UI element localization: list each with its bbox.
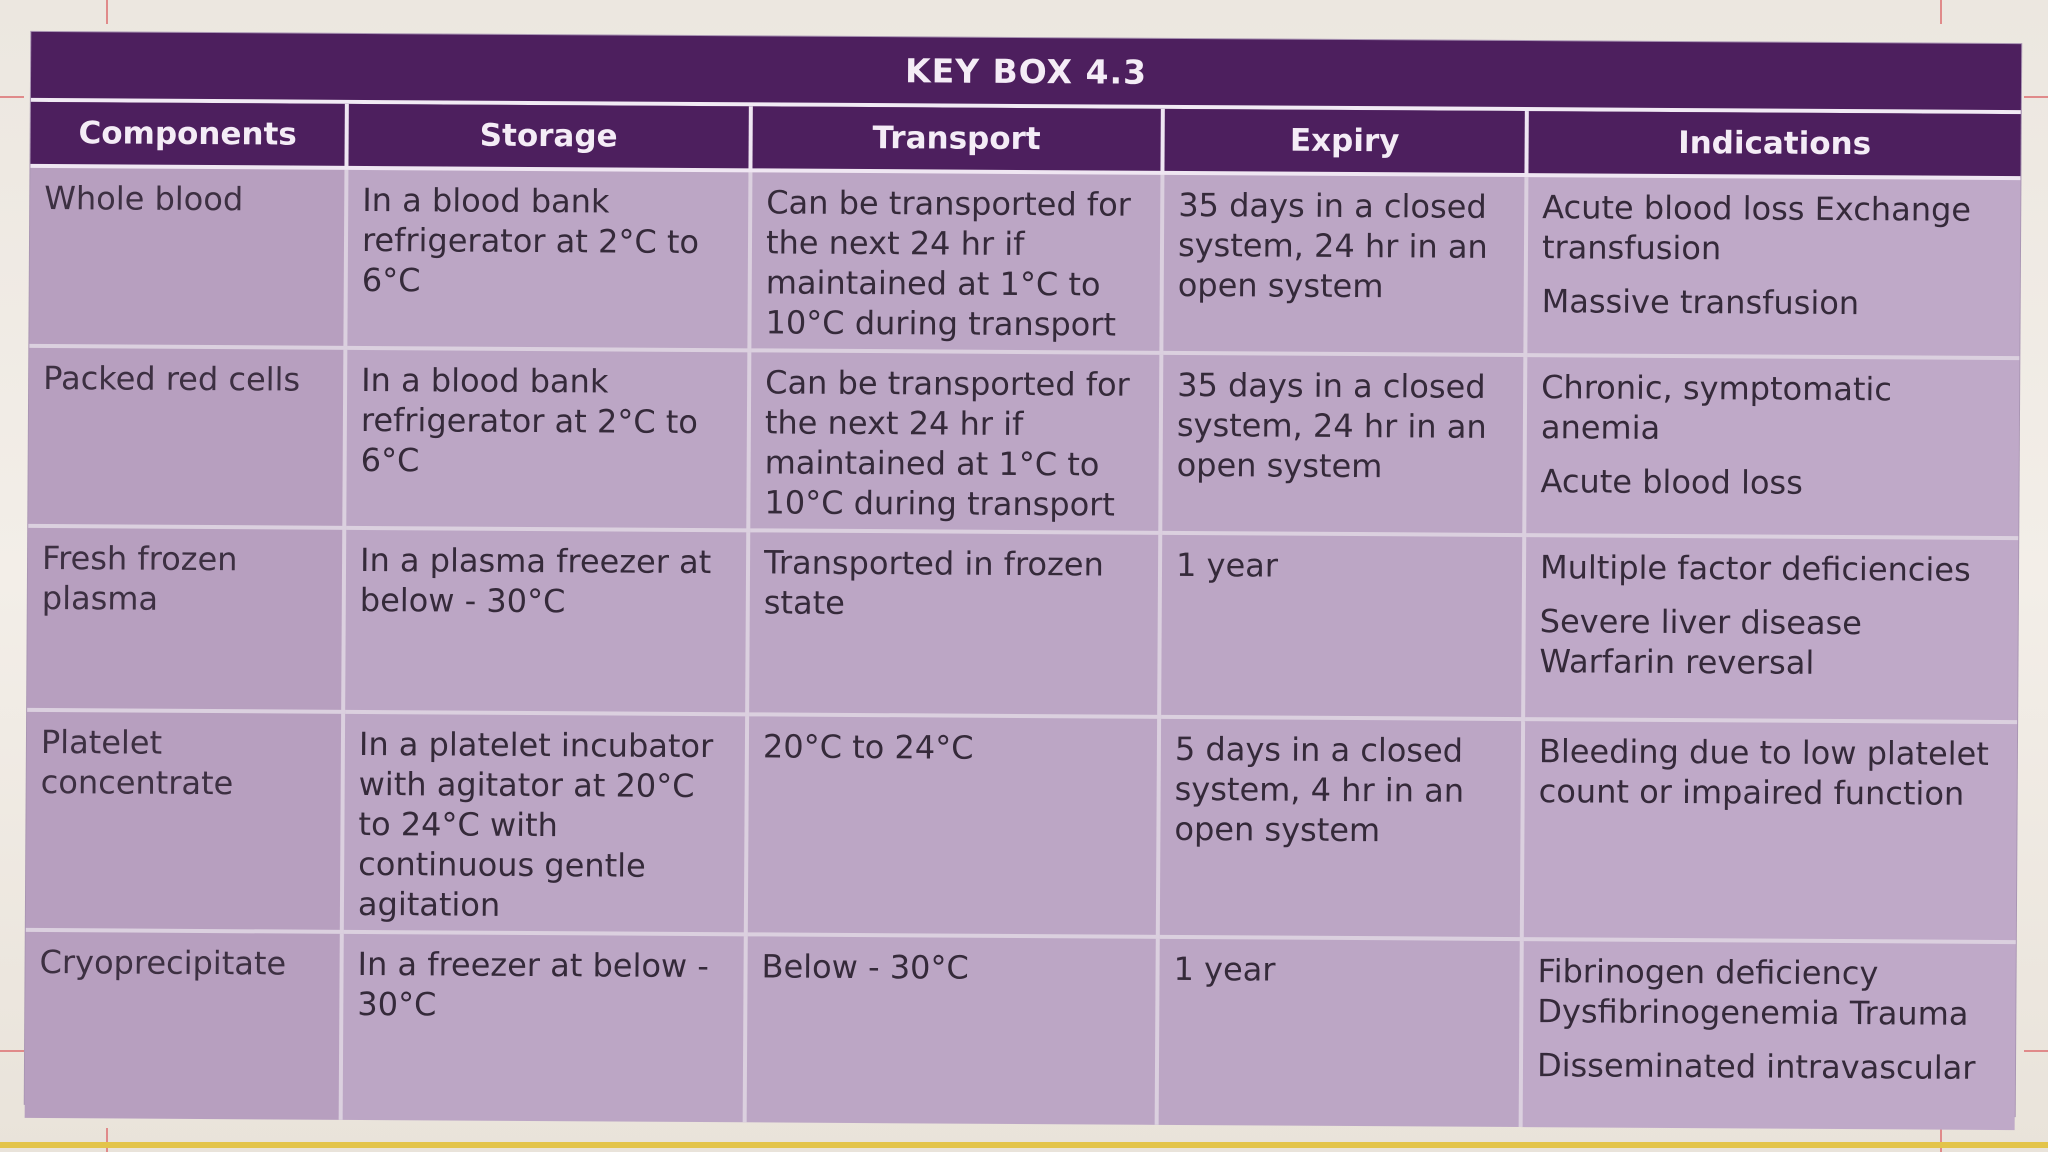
table-header-row (30, 102, 2020, 178)
cell-transport: 20°C to 24°C (746, 714, 1159, 937)
crop-mark-top-right (1940, 0, 1942, 24)
crop-mark-left-lower (0, 1050, 24, 1052)
indication-text: Severe liver disease Warfarin reversal (1539, 602, 1863, 682)
key-box (25, 32, 2022, 1116)
blood-components-table (25, 102, 2021, 1130)
crop-mark-top-left (106, 0, 108, 24)
cell-storage: In a blood bank refrigerator at 2°C to 6°C (344, 348, 749, 530)
cell-indications (1522, 719, 2017, 942)
cell-indications (1524, 355, 2019, 538)
cell-component: Whole blood (29, 166, 346, 348)
column-header-indications: Indications (1526, 111, 2020, 178)
cell-component: Fresh frozen plasma (27, 526, 344, 712)
cell-component: Cryoprecipitate (25, 930, 342, 1120)
cell-expiry: 1 year (1157, 937, 1522, 1127)
crop-mark-bottom-right (1940, 1128, 1942, 1152)
cell-component: Platelet concentrate (26, 710, 343, 932)
cell-transport: Below - 30°C (745, 934, 1158, 1125)
cell-transport: Transported in frozen state (747, 530, 1160, 717)
cell-transport: Can be transported for the next 24 hr if maintained at 1°C to 10°C during transport (748, 350, 1161, 533)
key-box-title: KEY BOX 4.3 (31, 32, 2021, 114)
column-header-components: Components (30, 102, 346, 168)
crop-mark-left-upper (0, 96, 24, 98)
cell-component: Packed red cells (28, 346, 345, 528)
cell-expiry: 35 days in a closed system, 24 hr in an open system (1161, 173, 1526, 355)
table-row (27, 526, 2018, 722)
indication-text: Massive transfusion (1541, 282, 1860, 323)
cell-expiry: 1 year (1159, 533, 1524, 719)
crop-mark-right-upper (2024, 96, 2048, 98)
cell-storage: In a platelet incubator with agitator at 20°C to 24°C with continuous gentle agitation (342, 712, 747, 934)
cell-indications (1521, 939, 2016, 1130)
indication-text: Multiple factor deficiencies (1539, 548, 1971, 589)
crop-mark-right-lower (2024, 1050, 2048, 1052)
table-row (28, 346, 2019, 538)
table-row (29, 166, 2020, 358)
indication-text: Disseminated intravascular (1536, 1046, 1976, 1087)
cell-indications (1523, 535, 2018, 722)
cell-indications (1525, 175, 2020, 358)
column-header-storage: Storage (346, 104, 750, 170)
table-row (26, 710, 2017, 942)
table-row (25, 930, 2016, 1130)
cell-expiry: 35 days in a closed system, 24 hr in an open system (1160, 353, 1525, 535)
column-header-transport: Transport (750, 106, 1162, 173)
cell-storage: In a blood bank refrigerator at 2°C to 6°C (345, 168, 750, 350)
indication-text: Bleeding due to low platelet count or impaired function (1538, 732, 1989, 813)
indication-text: Fibrinogen deficiency Dysfibrinogenemia Trauma (1537, 952, 1969, 1033)
page-bottom-rule (0, 1142, 2048, 1148)
cell-storage: In a plasma freezer at below - 30°C (343, 528, 748, 714)
indication-text: Acute blood loss Exchange transfusion (1541, 188, 1972, 268)
indication-text: Chronic, symptomatic anemia (1540, 368, 1893, 447)
cell-expiry: 5 days in a closed system, 4 hr in an open system (1158, 717, 1523, 939)
column-header-expiry: Expiry (1162, 109, 1526, 175)
cell-storage: In a freezer at below - 30°C (341, 932, 746, 1122)
crop-mark-bottom-left (106, 1128, 108, 1152)
cell-transport: Can be transported for the next 24 hr if maintained at 1°C to 10°C during transport (749, 170, 1162, 353)
indication-text: Acute blood loss (1540, 462, 1803, 502)
